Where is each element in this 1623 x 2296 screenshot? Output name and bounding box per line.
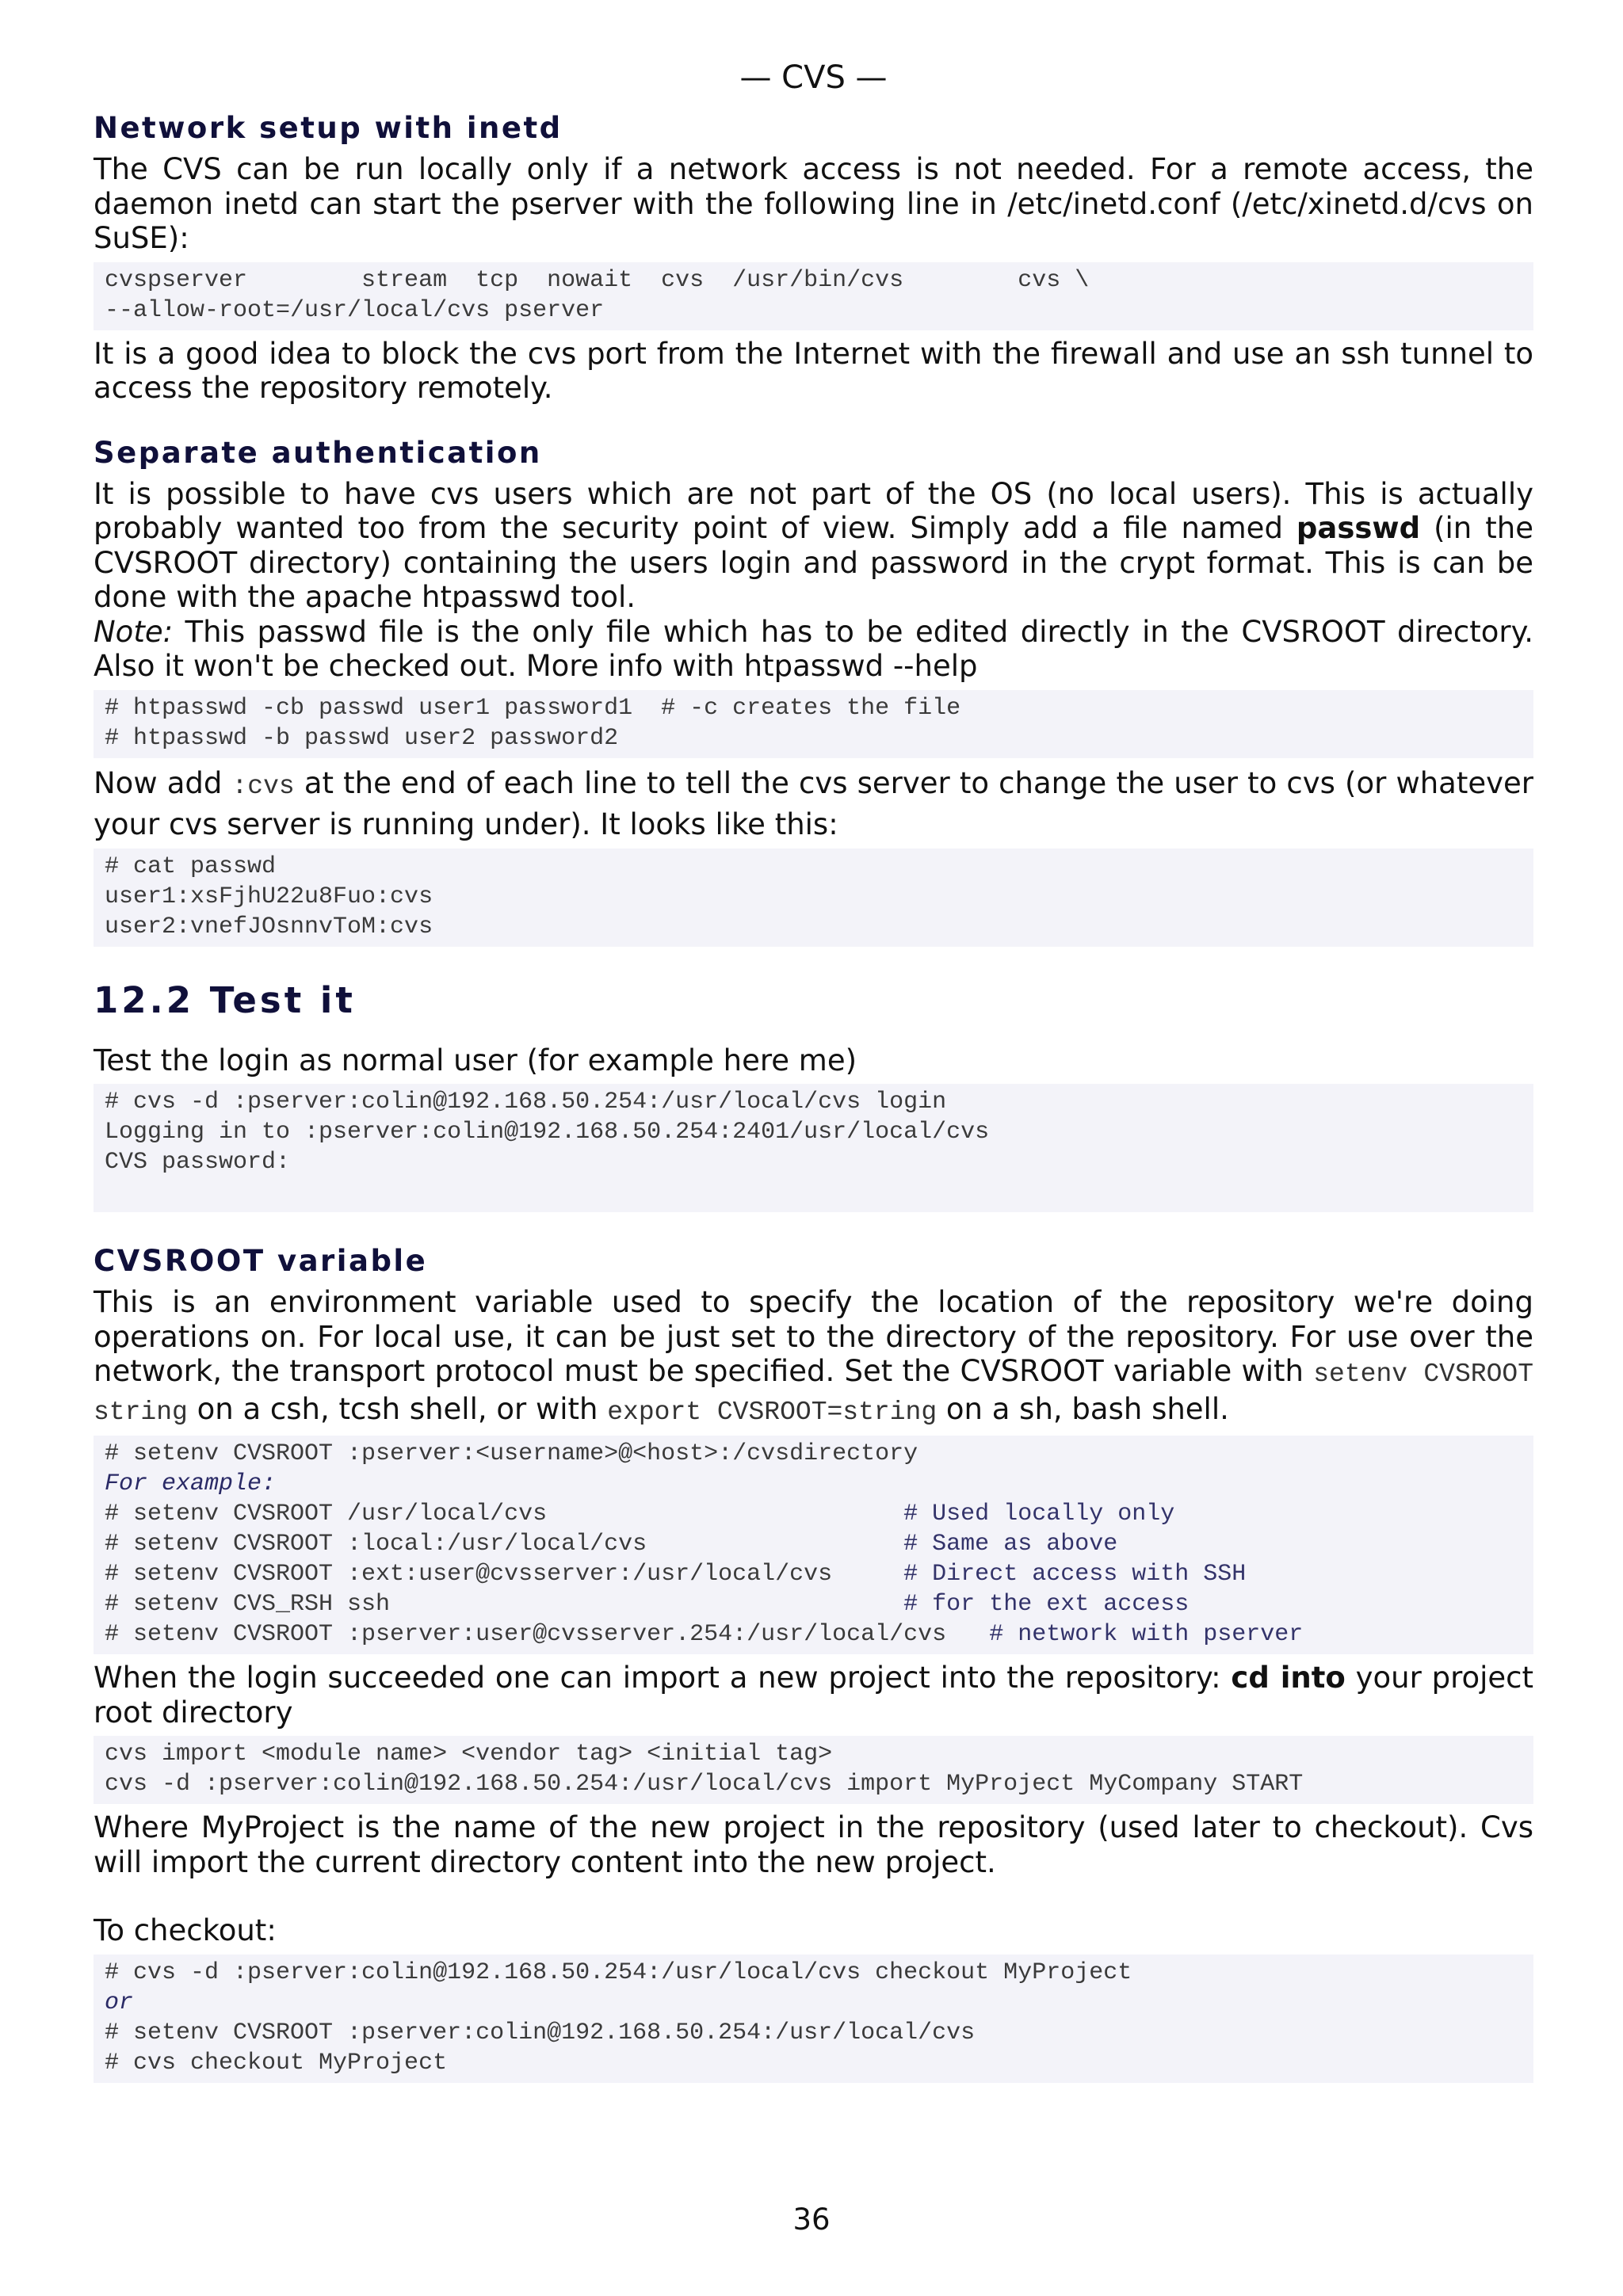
code-line: # htpasswd -b passwd user2 password2 (105, 724, 619, 752)
paragraph-test-login: Test the login as normal user (for example here me) (94, 1043, 857, 1077)
paragraph-add-cvs-suffix: Now add :cvs at the end of each line to tell the cvs server to change the user to cvs (or whatever your cvs server is running under). It looks like this: (94, 765, 1533, 841)
running-head: — CVS — (739, 59, 888, 96)
code-line: user1:xsFjhU22u8Fuo:cvs (105, 883, 433, 910)
paragraph-auth-intro: It is possible to have cvs users which are not part of the OS (no local users). This is actually probably wanted too from the security point of view. Simply add a file named passwd (in the CVSROOT directory) containing the users login and password in the crypt format. This is can be done with the apache htpasswd tool. Note: This passwd file is the only file which has to be edited directly in the CVSROOT directory. Also it won't be checked out. More info with htpasswd --help (94, 476, 1533, 683)
code-line: cvspserver stream tcp nowait cvs /usr/bin/cvs cvs \ (105, 266, 1090, 294)
page-number: 36 (792, 2203, 831, 2237)
code-block-checkout (94, 1955, 1533, 2083)
code-line: # cvs -d :pserver:colin@192.168.50.254:/usr/local/cvs login (105, 1089, 947, 1116)
paragraph-cvsroot-intro: This is an environment variable used to specify the location of the repository we're doing operations on. For local use, it can be just set to the directory of the repository. For use over the network, the transport protocol must be specified. Set the CVSROOT variable with setenv CVSROOT string on a csh, tcsh shell, or with export CVSROOT=string on a sh, bash shell. (94, 1285, 1533, 1427)
heading-test-it: 12.2 Test it (94, 978, 356, 1021)
heading-separate-authentication: Separate authentication (94, 435, 542, 470)
code-block-cat-passwd (94, 849, 1533, 947)
code-block-login (94, 1084, 1533, 1212)
code-line: # setenv CVSROOT :pserver:user@cvsserver.254:/usr/local/cvs # network with pserver (105, 1621, 1304, 1648)
code-line: user2:vnefJOsnnvToM:cvs (105, 913, 433, 940)
bold-cd-into: cd into (1231, 1661, 1346, 1695)
code-block-htpasswd (94, 690, 1533, 758)
code-line: # setenv CVSROOT /usr/local/cvs # Used locally only (105, 1501, 1175, 1527)
code-line: # cvs -d :pserver:colin@192.168.50.254:/usr/local/cvs checkout MyProject (105, 1958, 1132, 1986)
paragraph-firewall-tip: It is a good idea to block the cvs port from the Internet with the firewall and use an ssh tunnel to access the repository remotely. (94, 336, 1533, 405)
code-line: --allow-root=/usr/local/cvs pserver (105, 296, 605, 324)
code-line: # setenv CVSROOT :pserver:colin@192.168.50.254:/usr/local/cvs (105, 2019, 976, 2046)
code-line: # htpasswd -cb passwd user1 password1 # -c creates the file (105, 694, 961, 722)
heading-cvsroot-variable: CVSROOT variable (94, 1244, 428, 1278)
code-line: # cvs checkout MyProject (105, 2049, 448, 2077)
code-line: # setenv CVSROOT :pserver:<username>@<host>:/cvsdirectory (105, 1440, 918, 1467)
code-line: # setenv CVS_RSH ssh # for the ext access (105, 1591, 1190, 1618)
paragraph-import-intro: When the login succeeded one can import a new project into the repository: cd into your project root directory (94, 1661, 1534, 1730)
code-line-or: or (105, 1989, 134, 2016)
paragraph-to-checkout: To checkout: (94, 1913, 277, 1947)
code-line: CVS password: (105, 1149, 291, 1176)
paragraph-network-intro: The CVS can be run locally only if a network access is not needed. For a remote access, the daemon inetd can start the pserver with the following line in /etc/inetd.conf (/etc/xinetd.d/cvs on SuSE): (94, 152, 1533, 255)
code-block-inetd (94, 262, 1533, 330)
code-line: Logging in to :pserver:colin@192.168.50.254:2401/usr/local/cvs (105, 1119, 990, 1146)
bold-passwd: passwd (1296, 511, 1421, 545)
paragraph-import-explain: Where MyProject is the name of the new project in the repository (used later to checkout). Cvs will import the current directory content into the new project. (94, 1810, 1533, 1879)
inline-code-export: export CVSROOT=string (607, 1397, 938, 1427)
inline-code-setenv: setenv CVSROOT string (94, 1360, 1533, 1427)
note-label: Note: (94, 614, 174, 649)
code-line: # cat passwd (105, 852, 277, 880)
code-line: cvs import <module name> <vendor tag> <initial tag> (105, 1741, 833, 1768)
code-line: cvs -d :pserver:colin@192.168.50.254:/usr/local/cvs import MyProject MyCompany START (105, 1771, 1304, 1798)
heading-network-setup: Network setup with inetd (94, 111, 563, 145)
code-line: # setenv CVSROOT :local:/usr/local/cvs # Same as above (105, 1531, 1118, 1558)
code-block-setenv-examples (94, 1436, 1533, 1654)
code-line-for-example: For example: (105, 1470, 277, 1497)
inline-code-cvs: :cvs (231, 771, 295, 801)
code-block-import (94, 1736, 1533, 1804)
code-line: # setenv CVSROOT :ext:user@cvsserver:/usr/local/cvs # Direct access with SSH (105, 1561, 1247, 1588)
